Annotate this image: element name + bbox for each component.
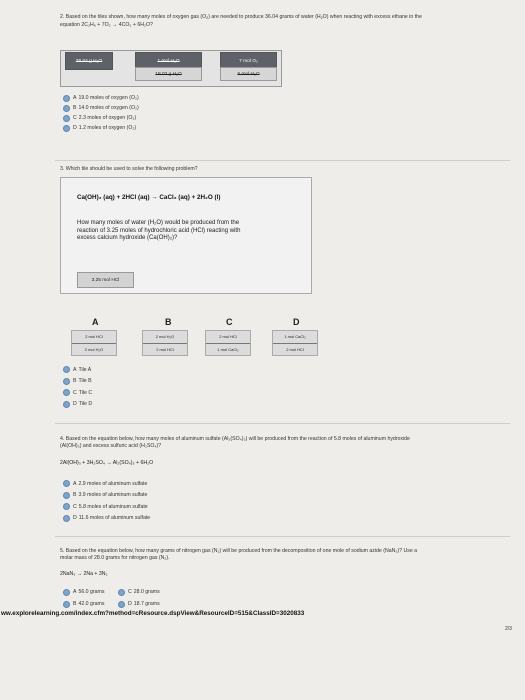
- q3-option-c[interactable]: [63, 387, 92, 399]
- q2-tile-given-label: 36.04 g H₂O: [75, 58, 103, 64]
- q2-tile3-bottom: 6 mol H₂O: [237, 71, 260, 77]
- option-letter: B: [73, 601, 77, 607]
- q4-prompt-line2: (Al(OH)₃) and excess sulfuric acid (H₂SO₄)?: [60, 443, 162, 449]
- q2-tile2-bottom: 18.02 g H₂O: [155, 71, 182, 77]
- option-text: Tile C: [78, 389, 93, 396]
- page-url[interactable]: ww.explorelearning.com/index.cfm?method=cResource.dspView&ResourceID=515&ClassID=3020833: [1, 610, 305, 617]
- q3-option-a[interactable]: [63, 364, 92, 376]
- q2-prompt-part: 2. Based on the tiles shown, how many moles of oxygen gas (O: [60, 14, 207, 20]
- option-text: 56.0 grams: [78, 589, 105, 595]
- q2-options: [63, 93, 139, 133]
- q4-options: [63, 478, 150, 524]
- q3-tile-b: [142, 330, 188, 356]
- radio-button[interactable]: [63, 389, 70, 396]
- q3-given-tile: [77, 272, 134, 288]
- q2-tile-molar-mass-denominator: [135, 67, 202, 81]
- option-letter: D: [73, 515, 77, 522]
- page-number: 2/3: [505, 626, 512, 632]
- q5-option-a[interactable]: [63, 586, 104, 598]
- q2-tile-given[interactable]: [65, 52, 113, 70]
- option-letter: B: [73, 492, 77, 499]
- radio-button[interactable]: [63, 105, 70, 112]
- q2-option-c[interactable]: [63, 113, 139, 123]
- option-letter: A: [73, 95, 77, 101]
- q3-problem-text: How many moles of water (H₂O) would be produced from the reaction of 3.25 moles of hydrochloric acid (HCl) reacting with excess calcium hydroxide (Ca(OH)₂)?: [77, 220, 241, 241]
- q2-prompt-part: ) are needed to produce 36.04 grams of water (H: [208, 14, 321, 20]
- q2-option-d[interactable]: [63, 123, 139, 133]
- q2-option-a[interactable]: [63, 93, 139, 103]
- option-letter: C: [73, 503, 77, 510]
- option-text: 19.0 moles of oxygen (O₂): [78, 95, 139, 101]
- q3-given-label: 3.25 mol HCl: [91, 277, 120, 283]
- q3-option-d[interactable]: [63, 399, 92, 411]
- q5-option-b[interactable]: [63, 598, 104, 610]
- q5-options-col2: [118, 586, 160, 610]
- divider: [55, 423, 510, 424]
- q3-choice-b-heading: B: [165, 317, 172, 327]
- q3-tile-d-bottom: 2 mol HCl: [286, 346, 304, 352]
- q3-choice-d-heading: D: [293, 317, 300, 327]
- q5-prompt-line1: 5. Based on the equation below, how many grams of nitrogen gas (N₂) will be produced from the decomposition of one mole of sodium azide (NaN₃)? Use a: [60, 548, 418, 554]
- q5-option-d[interactable]: [118, 598, 160, 610]
- q3-tile-d: [272, 330, 318, 356]
- option-letter: C: [128, 589, 132, 595]
- radio-button[interactable]: [118, 601, 125, 608]
- q2-tile3-top: 7 mol O₂: [239, 58, 258, 64]
- radio-button[interactable]: [63, 601, 70, 608]
- q5-option-c[interactable]: [118, 586, 160, 598]
- option-text: Tile A: [78, 366, 92, 373]
- q2-tile2-top: 1 mol H₂O: [157, 58, 180, 64]
- radio-button[interactable]: [63, 401, 70, 408]
- q5-equation: 2NaN₃ → 2Na + 3N₂: [60, 571, 108, 577]
- q3-tile-c: [205, 330, 251, 356]
- option-text: 2.3 moles of oxygen (O₂): [78, 115, 137, 121]
- radio-button[interactable]: [63, 503, 70, 510]
- q3-problem-panel: [60, 177, 312, 294]
- option-text: 11.6 moles of aluminum sulfate: [78, 515, 151, 522]
- q4-option-d[interactable]: [63, 513, 150, 525]
- q4-option-c[interactable]: [63, 501, 150, 513]
- radio-button[interactable]: [63, 492, 70, 499]
- radio-button[interactable]: [118, 589, 125, 596]
- radio-button[interactable]: [63, 95, 70, 102]
- q3-option-b[interactable]: [63, 376, 92, 388]
- option-letter: D: [73, 125, 77, 131]
- option-letter: B: [73, 105, 77, 111]
- q3-tile-c-top: 2 mol HCl: [206, 331, 250, 344]
- q3-equation: Ca(OH)₂ (aq) + 2HCl (aq) → CaCl₂ (aq) + 2H₂O (l): [77, 194, 221, 201]
- q3-choice-c-heading: C: [226, 317, 233, 327]
- q2-equation: equation 2C₂H₆ + 7O₂ → 4CO₂ + 6H₂O?: [60, 22, 153, 28]
- q4-prompt-line1: 4. Based on the equation below, how many moles of aluminum sulfate (Al₂(SO₄)₃) will be produced from the reaction of 5.8 moles of aluminum hydroxide: [60, 436, 410, 442]
- radio-button[interactable]: [63, 589, 70, 596]
- radio-button[interactable]: [63, 125, 70, 132]
- option-letter: A: [73, 589, 77, 595]
- option-letter: B: [73, 378, 77, 385]
- option-text: 3.9 moles of aluminum sulfate: [78, 492, 148, 499]
- radio-button[interactable]: [63, 366, 70, 373]
- q3-tile-c-bottom: 1 mol CaCl₂: [217, 346, 239, 352]
- question-3-prompt: [60, 166, 198, 173]
- option-text: 5.8 moles of aluminum sulfate: [78, 503, 148, 510]
- q5-prompt-line2: molar mass of 28.0 grams for nitrogen gas (N₂).: [60, 555, 170, 561]
- q4-option-b[interactable]: [63, 490, 150, 502]
- q2-option-b[interactable]: [63, 103, 139, 113]
- divider: [55, 160, 510, 161]
- option-text: 1.2 moles of oxygen (O₂): [78, 125, 137, 131]
- option-text: Tile B: [78, 378, 92, 385]
- option-letter: C: [73, 115, 77, 121]
- option-text: 18.7 grams: [133, 601, 160, 607]
- question-2-prompt: 2. Based on the tiles shown, how many moles of oxygen gas (O2) are needed to produce 36.04 grams of water (H2O) when reacting with excess ethane in the equation 2C₂H₆ + 7O₂ → 4CO₂ + 6H₂O?: [60, 14, 422, 28]
- option-text: 28.0 grams: [133, 589, 160, 595]
- radio-button[interactable]: [63, 115, 70, 122]
- q3-tile-a-top: 2 mol HCl: [72, 331, 116, 344]
- q3-tile-a: [71, 330, 117, 356]
- option-text: Tile D: [78, 401, 93, 408]
- q3-tile-b-top: 2 mol H₂O: [143, 331, 187, 344]
- q3-prompt-text: 3. Which tile should be used to solve the following problem?: [60, 166, 198, 172]
- option-text: 42.0 grams: [78, 601, 105, 607]
- q3-tile-b-bottom: 2 mol HCl: [156, 346, 174, 352]
- q3-choice-a-heading: A: [92, 317, 99, 327]
- q2-tile-mole-ratio-denominator: [220, 67, 277, 81]
- q3-options: [63, 364, 92, 410]
- option-letter: A: [73, 480, 77, 487]
- option-letter: D: [73, 401, 77, 408]
- divider: [55, 536, 510, 537]
- option-letter: C: [73, 389, 77, 396]
- option-letter: D: [128, 601, 132, 607]
- q3-tile-a-bottom: 2 mol H₂O: [84, 346, 104, 352]
- question-5-prompt: [60, 548, 515, 562]
- q3-tile-d-top: 1 mol CaCl₂: [273, 331, 317, 344]
- question-4-prompt: [60, 436, 505, 450]
- radio-button[interactable]: [63, 378, 70, 385]
- q2-prompt-part: O) when reacting with excess ethane in the: [322, 14, 422, 20]
- option-text: 14.0 moles of oxygen (O₂): [78, 105, 139, 111]
- q4-option-a[interactable]: [63, 478, 150, 490]
- radio-button[interactable]: [63, 480, 70, 487]
- option-letter: A: [73, 366, 77, 373]
- q5-options-col1: [63, 586, 104, 610]
- option-text: 2.9 moles of aluminum sulfate: [78, 480, 148, 487]
- radio-button[interactable]: [63, 515, 70, 522]
- q4-equation: 2Al(OH)₃ + 3H₂SO₄ → Al₂(SO₄)₃ + 6H₂O: [60, 460, 154, 466]
